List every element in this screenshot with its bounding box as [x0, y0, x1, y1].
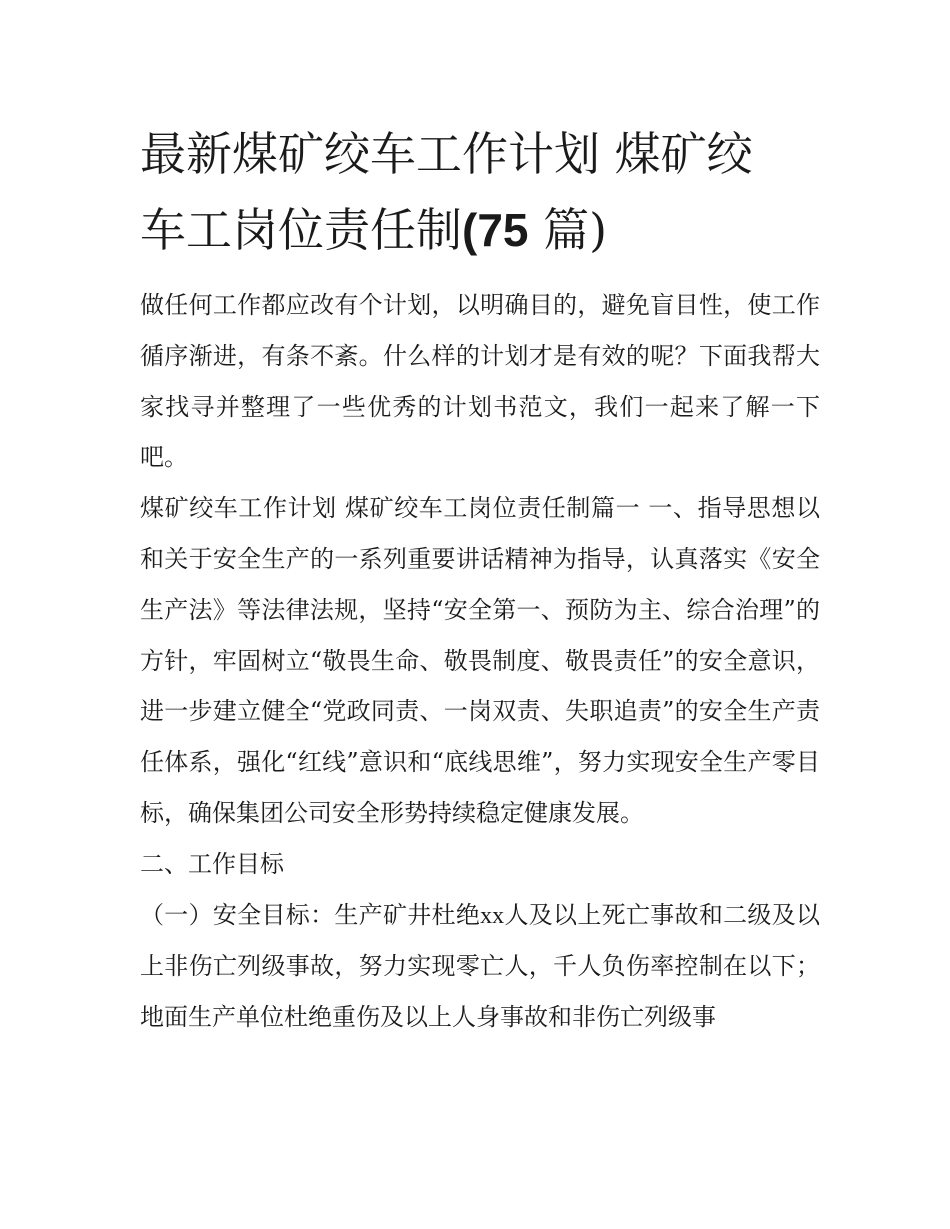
title-count: (75 [462, 204, 529, 256]
paragraph-guiding-ideology: 煤矿绞车工作计划 煤矿绞车工岗位责任制篇一 一、指导思想以和关于安全生产的一系列重要讲话精神为指导，认真落实《安全生产法》等法律法规，坚持“安全第一、预防为主、综合治理”的方针，牢固树立“敬畏生命、敬畏制度、敬畏责任”的安全意识，进一步建立健全“党政同责、一岗双责、失职追责”的安全生产责任体系，强化“红线”意识和“底线思维”，努力实现安全生产零目标，确保集团公司安全形势持续稳定健康发展。 [140, 494, 820, 827]
document-body [140, 280, 820, 1043]
paragraph-intro: 做任何工作都应改有个计划，以明确目的，避免盲目性，使工作循序渐进，有条不紊。什么样的计划才是有效的呢？下面我帮大家找寻并整理了一些优秀的计划书范文，我们一起来了解一下吧。 [140, 291, 820, 472]
safety-target-text-b: 人及以上死亡事故和二级及以上非伤亡列级事故，努力实现零亡人，千人负伤率控制在以下；地面生产单位杜绝重伤及以上人身事故和非伤亡列级事 [140, 900, 821, 1032]
title-suffix: 篇) [543, 203, 608, 257]
title-line-2: 车工岗位责任制 [140, 203, 462, 257]
safety-target-placeholder: xx [480, 902, 505, 929]
safety-target-text-a: （一）安全目标：生产矿井杜绝 [140, 900, 481, 929]
paragraph-safety-target [140, 890, 820, 1043]
paragraph-section-heading: 二、工作目标 [140, 849, 284, 878]
title-line-1: 最新煤矿绞车工作计划 煤矿绞 [140, 127, 753, 181]
document-title [140, 116, 820, 268]
